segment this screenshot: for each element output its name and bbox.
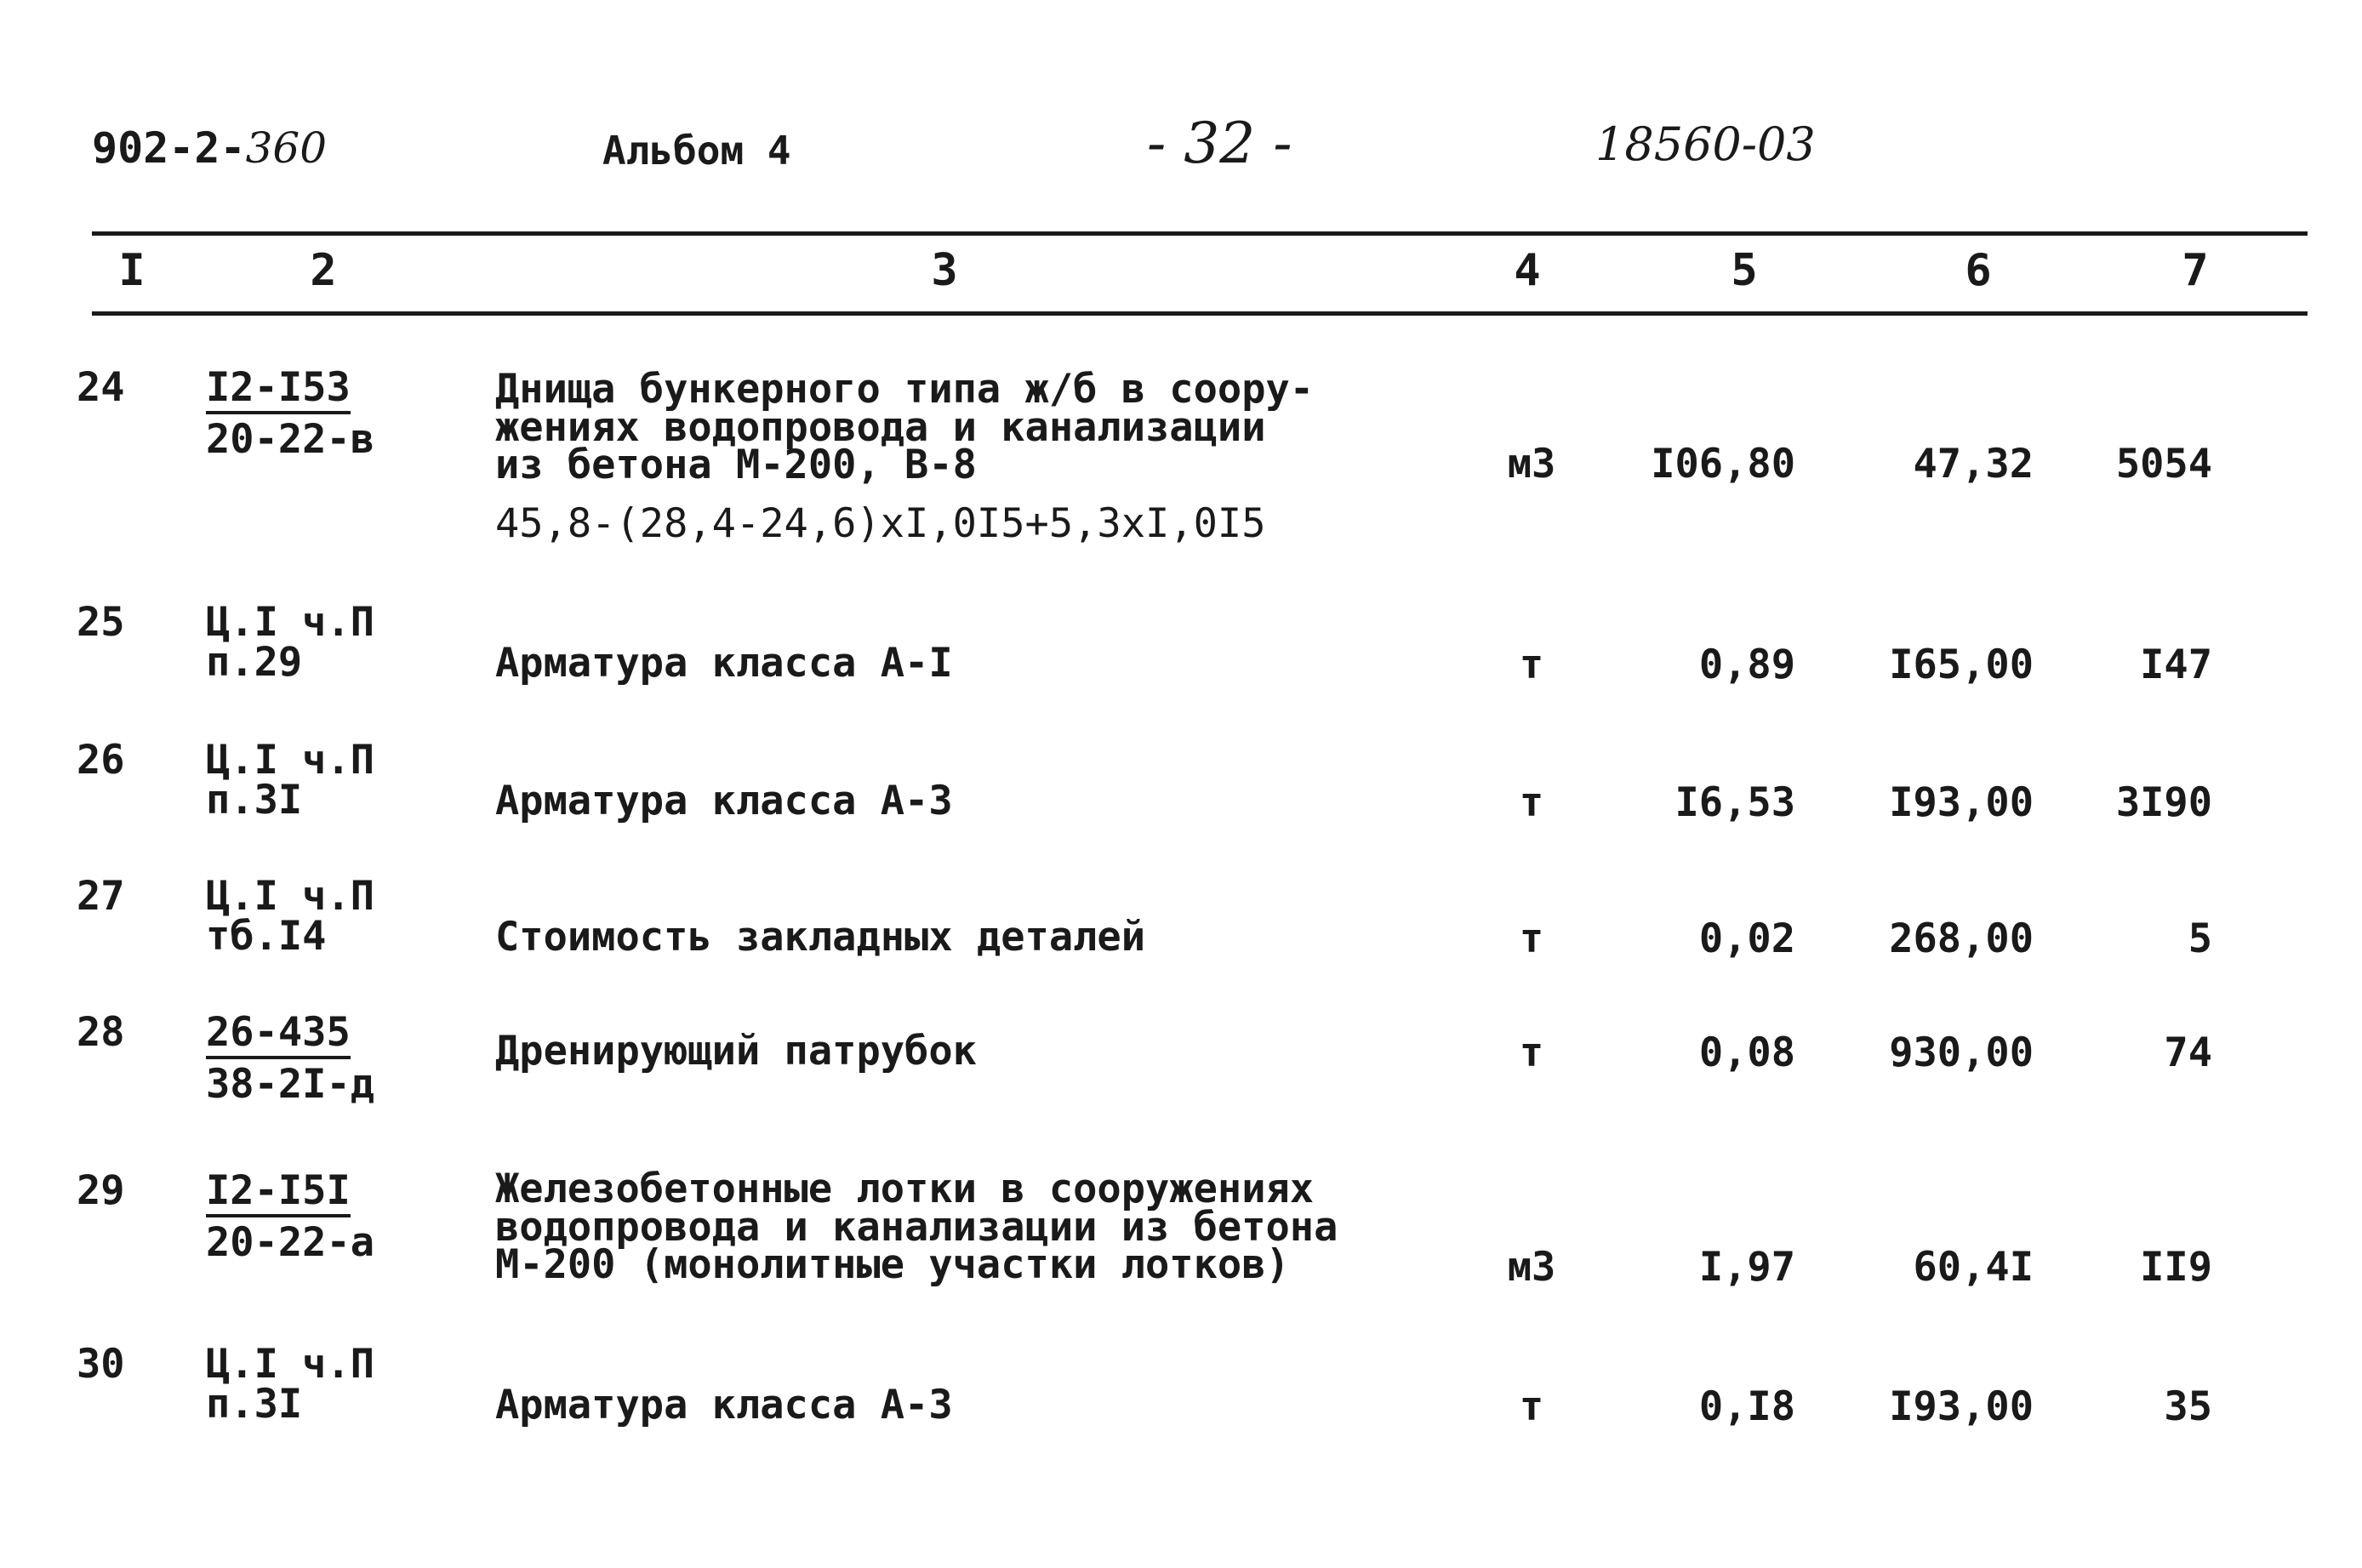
row-number: 25	[77, 599, 125, 646]
total-cost: II9	[2140, 1244, 2212, 1291]
unit-price: 268,00	[1889, 915, 2034, 962]
price-code	[206, 1009, 375, 1108]
description-line: Арматура класса А-3	[495, 1382, 953, 1428]
total-cost: 74	[2164, 1029, 2212, 1076]
description-line: Дренирующий патрубок	[495, 1028, 977, 1075]
price-code	[206, 364, 375, 463]
row-number: 24	[77, 364, 125, 411]
quantity: I06,80	[1651, 441, 1795, 488]
total-cost: 5	[2188, 915, 2212, 962]
work-description	[495, 778, 953, 824]
price-code	[206, 1341, 375, 1428]
price-code-bottom: п.29	[206, 639, 303, 686]
price-code	[206, 1167, 375, 1266]
description-line: Железобетонные лотки в сооружениях	[495, 1166, 1315, 1212]
column-header-3: 3	[931, 245, 958, 296]
work-description	[495, 1166, 1338, 1289]
column-header-4: 4	[1514, 245, 1541, 296]
price-code	[206, 737, 375, 824]
unit-price: 930,00	[1889, 1029, 2034, 1076]
unit-price: I93,00	[1889, 1383, 2034, 1430]
row-number: 26	[77, 737, 125, 784]
row-number: 27	[77, 873, 125, 920]
unit-price: I65,00	[1889, 641, 2034, 688]
unit: т	[1519, 1029, 1544, 1076]
description-line: Днища бункерного типа ж/б в соору-	[495, 366, 1315, 413]
quantity: 0,02	[1698, 915, 1795, 962]
price-code-top: Ц.I ч.П	[206, 1341, 375, 1388]
description-line: Стоимость закладных деталей	[495, 914, 1146, 961]
price-code-top: I2-I5I	[206, 1171, 351, 1217]
price-code	[206, 873, 375, 960]
description-line: М-200 (монолитные участки лотков)	[495, 1241, 1290, 1289]
unit-price: 60,4I	[1913, 1244, 2034, 1291]
document-code-printed: 902-2-	[92, 123, 246, 173]
document-code	[92, 123, 327, 173]
price-code-bottom: п.3I	[206, 1381, 303, 1428]
price-code	[206, 599, 375, 686]
column-header-7: 7	[2182, 245, 2209, 296]
total-cost: 5054	[2115, 441, 2212, 488]
price-code-top: Ц.I ч.П	[206, 737, 375, 784]
unit-price: I93,00	[1889, 779, 2034, 826]
quantity: I,97	[1698, 1244, 1795, 1291]
unit: м3	[1507, 1244, 1556, 1291]
price-code-top: I2-I53	[206, 368, 351, 414]
drawing-number: 18560-03	[1595, 117, 1816, 171]
row-number: 30	[77, 1341, 125, 1388]
quantity: 0,08	[1698, 1029, 1795, 1076]
quantity: 0,I8	[1698, 1383, 1795, 1430]
work-description	[495, 1028, 977, 1075]
document-code-handwritten: 360	[245, 123, 328, 173]
row-number: 28	[77, 1009, 125, 1056]
description-line: водопровода и канализации из бетона	[495, 1203, 1338, 1251]
column-header-6: 6	[1965, 245, 1992, 296]
description-line: жениях водопровода и канализации	[495, 403, 1266, 451]
price-code-top: 26-435	[206, 1012, 351, 1059]
page-number: - 32 -	[1147, 111, 1292, 176]
description-line: из бетона М-200, В-8	[495, 442, 977, 489]
unit-price: 47,32	[1913, 441, 2034, 488]
unit: т	[1519, 779, 1544, 826]
table-header-rule	[92, 311, 2308, 316]
quantity-formula: 45,8-(28,4-24,6)хI,0I5+5,3хI,0I5	[495, 499, 1266, 547]
price-code-bottom: 20-22-в	[206, 416, 375, 463]
price-code-bottom: п.3I	[206, 777, 303, 824]
column-header-5: 5	[1731, 245, 1758, 296]
price-code-top: Ц.I ч.П	[206, 873, 375, 920]
description-line: Арматура класса А-I	[495, 640, 953, 687]
work-description	[495, 1382, 953, 1428]
unit: т	[1519, 641, 1544, 688]
column-header-2: 2	[310, 245, 337, 296]
table-top-rule	[92, 231, 2308, 236]
price-code-bottom: 38-2I-д	[206, 1061, 375, 1108]
column-header-1: I	[118, 245, 145, 296]
unit: м3	[1507, 441, 1556, 488]
work-description	[495, 914, 1146, 961]
price-code-bottom: тб.I4	[206, 913, 327, 960]
total-cost: I47	[2140, 641, 2212, 688]
work-description	[495, 640, 953, 687]
price-code-bottom: 20-22-а	[206, 1219, 375, 1266]
description-line: Арматура класса А-3	[495, 778, 953, 824]
quantity: 0,89	[1698, 641, 1795, 688]
unit: т	[1519, 915, 1544, 962]
work-description	[495, 366, 1315, 547]
row-number: 29	[77, 1167, 125, 1214]
total-cost: 35	[2164, 1383, 2212, 1430]
quantity: I6,53	[1675, 779, 1795, 826]
album-label: Альбом 4	[602, 128, 791, 174]
total-cost: 3I90	[2115, 779, 2212, 826]
unit: т	[1519, 1383, 1544, 1430]
price-code-top: Ц.I ч.П	[206, 599, 375, 646]
